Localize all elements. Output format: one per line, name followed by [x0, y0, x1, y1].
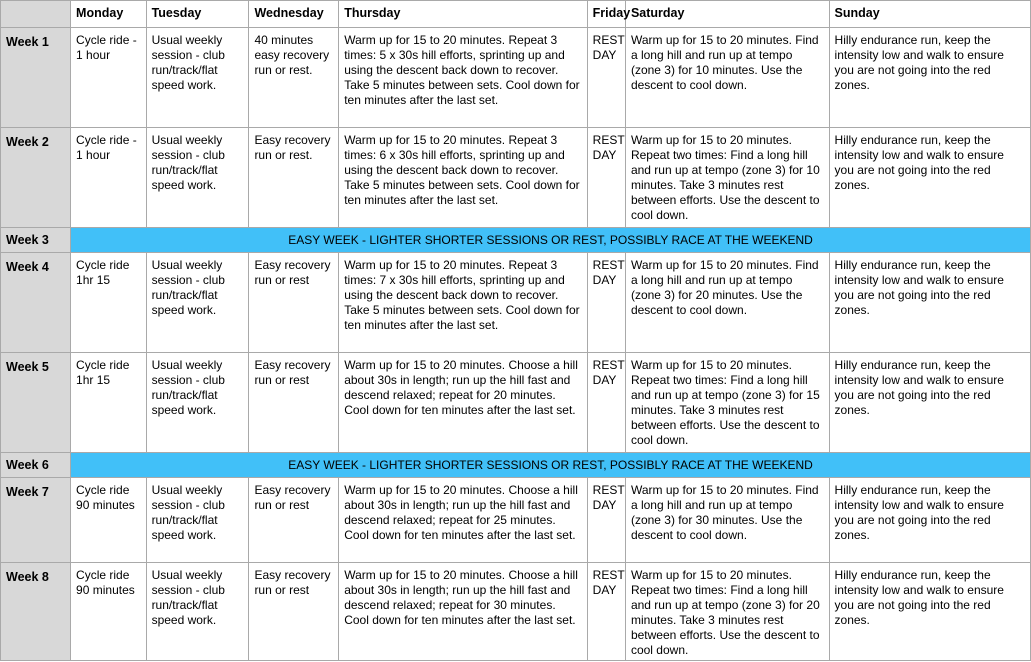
- wednesday-cell: Easy recovery run or rest: [249, 253, 339, 353]
- saturday-cell: Warm up for 15 to 20 minutes. Repeat two times: Find a long hill and run up at tempo (zone 3) for 10 minutes. Take 3 minutes rest between efforts. Use the descent to cool down.: [625, 128, 829, 228]
- week-label: Week 5: [1, 353, 71, 453]
- header-sunday: Sunday: [829, 1, 1030, 28]
- thursday-cell: Warm up for 15 to 20 minutes. Choose a hill about 30s in length; run up the hill fast and descend relaxed; repeat for 20 minutes. Cool down for ten minutes after the last set.: [339, 353, 587, 453]
- friday-cell: REST DAY: [587, 353, 625, 453]
- week-label: Week 3: [1, 228, 71, 253]
- table-row-week-7: [1, 478, 1031, 563]
- table-row-week-2: [1, 128, 1031, 228]
- sunday-cell: Hilly endurance run, keep the intensity low and walk to ensure you are not going into the red zones.: [829, 253, 1030, 353]
- table-row-week-1: [1, 28, 1031, 128]
- tuesday-cell: Usual weekly session - club run/track/flat speed work.: [146, 353, 249, 453]
- table-row-week-6: [1, 453, 1031, 478]
- wednesday-cell: Easy recovery run or rest: [249, 353, 339, 453]
- saturday-cell: Warm up for 15 to 20 minutes. Repeat two times: Find a long hill and run up at tempo (zone 3) for 15 minutes. Take 3 minutes rest between efforts. Use the descent to cool down.: [625, 353, 829, 453]
- table-row-week-4: [1, 253, 1031, 353]
- monday-cell: Cycle ride 90 minutes: [71, 478, 147, 563]
- sunday-cell: Hilly endurance run, keep the intensity low and walk to ensure you are not going into the red zones.: [829, 128, 1030, 228]
- week-label: Week 6: [1, 453, 71, 478]
- thursday-cell: Warm up for 15 to 20 minutes. Choose a hill about 30s in length; run up the hill fast and descend relaxed; repeat for 25 minutes. Cool down for ten minutes after the last set.: [339, 478, 587, 563]
- friday-cell: REST DAY: [587, 28, 625, 128]
- friday-cell: REST DAY: [587, 253, 625, 353]
- week-label: Week 1: [1, 28, 71, 128]
- saturday-cell: Warm up for 15 to 20 minutes. Find a long hill and run up at tempo (zone 3) for 10 minutes. Use the descent to cool down.: [625, 28, 829, 128]
- sunday-cell: Hilly endurance run, keep the intensity low and walk to ensure you are not going into the red zones.: [829, 353, 1030, 453]
- header-saturday: Saturday: [625, 1, 829, 28]
- friday-cell: REST DAY: [587, 128, 625, 228]
- week-label: Week 4: [1, 253, 71, 353]
- wednesday-cell: 40 minutes easy recovery run or rest.: [249, 28, 339, 128]
- monday-cell: Cycle ride - 1 hour: [71, 128, 147, 228]
- tuesday-cell: Usual weekly session - club run/track/flat speed work.: [146, 253, 249, 353]
- wednesday-cell: Easy recovery run or rest.: [249, 128, 339, 228]
- header-wednesday: Wednesday: [249, 1, 339, 28]
- header-friday: Friday: [587, 1, 625, 28]
- wednesday-cell: Easy recovery run or rest: [249, 563, 339, 661]
- tuesday-cell: Usual weekly session - club run/track/flat speed work.: [146, 478, 249, 563]
- table-row-week-3: [1, 228, 1031, 253]
- monday-cell: Cycle ride 90 minutes: [71, 563, 147, 661]
- sunday-cell: Hilly endurance run, keep the intensity low and walk to ensure you are not going into the red zones.: [829, 478, 1030, 563]
- header-thursday: Thursday: [339, 1, 587, 28]
- thursday-cell: Warm up for 15 to 20 minutes. Repeat 3 times: 7 x 30s hill efforts, sprinting up and using the descent back down to recover. Take 5 minutes between sets. Cool down for ten minutes after the last set.: [339, 253, 587, 353]
- easy-week-banner: EASY WEEK - LIGHTER SHORTER SESSIONS OR REST, POSSIBLY RACE AT THE WEEKEND: [71, 453, 1031, 478]
- table-row-week-5: [1, 353, 1031, 453]
- sunday-cell: Hilly endurance run, keep the intensity low and walk to ensure you are not going into the red zones.: [829, 563, 1030, 661]
- monday-cell: Cycle ride 1hr 15: [71, 353, 147, 453]
- saturday-cell: Warm up for 15 to 20 minutes. Find a long hill and run up at tempo (zone 3) for 30 minutes. Use the descent to cool down.: [625, 478, 829, 563]
- saturday-cell: Warm up for 15 to 20 minutes. Find a long hill and run up at tempo (zone 3) for 20 minutes. Use the descent to cool down.: [625, 253, 829, 353]
- easy-week-banner: EASY WEEK - LIGHTER SHORTER SESSIONS OR REST, POSSIBLY RACE AT THE WEEKEND: [71, 228, 1031, 253]
- week-label: Week 7: [1, 478, 71, 563]
- table-row-week-8: [1, 563, 1031, 661]
- friday-cell: REST DAY: [587, 563, 625, 661]
- week-label: Week 2: [1, 128, 71, 228]
- monday-cell: Cycle ride 1hr 15: [71, 253, 147, 353]
- saturday-cell: Warm up for 15 to 20 minutes. Repeat two times: Find a long hill and run up at tempo (zone 3) for 20 minutes. Take 3 minutes rest between efforts. Use the descent to cool down.: [625, 563, 829, 661]
- header-tuesday: Tuesday: [146, 1, 249, 28]
- tuesday-cell: Usual weekly session - club run/track/flat speed work.: [146, 28, 249, 128]
- thursday-cell: Warm up for 15 to 20 minutes. Repeat 3 times: 5 x 30s hill efforts, sprinting up and using the descent back down to recover. Take 5 minutes between sets. Cool down for ten minutes after the last set.: [339, 28, 587, 128]
- thursday-cell: Warm up for 15 to 20 minutes. Repeat 3 times: 6 x 30s hill efforts, sprinting up and using the descent back down to recover. Take 5 minutes between sets. Cool down for ten minutes after the last set.: [339, 128, 587, 228]
- week-label: Week 8: [1, 563, 71, 661]
- sunday-cell: Hilly endurance run, keep the intensity low and walk to ensure you are not going into the red zones.: [829, 28, 1030, 128]
- header-corner: [1, 1, 71, 28]
- friday-cell: REST DAY: [587, 478, 625, 563]
- tuesday-cell: Usual weekly session - club run/track/flat speed work.: [146, 128, 249, 228]
- thursday-cell: Warm up for 15 to 20 minutes. Choose a hill about 30s in length; run up the hill fast and descend relaxed; repeat for 30 minutes. Cool down for ten minutes after the last set.: [339, 563, 587, 661]
- monday-cell: Cycle ride - 1 hour: [71, 28, 147, 128]
- header-monday: Monday: [71, 1, 147, 28]
- header-row: [1, 1, 1031, 28]
- tuesday-cell: Usual weekly session - club run/track/flat speed work.: [146, 563, 249, 661]
- wednesday-cell: Easy recovery run or rest: [249, 478, 339, 563]
